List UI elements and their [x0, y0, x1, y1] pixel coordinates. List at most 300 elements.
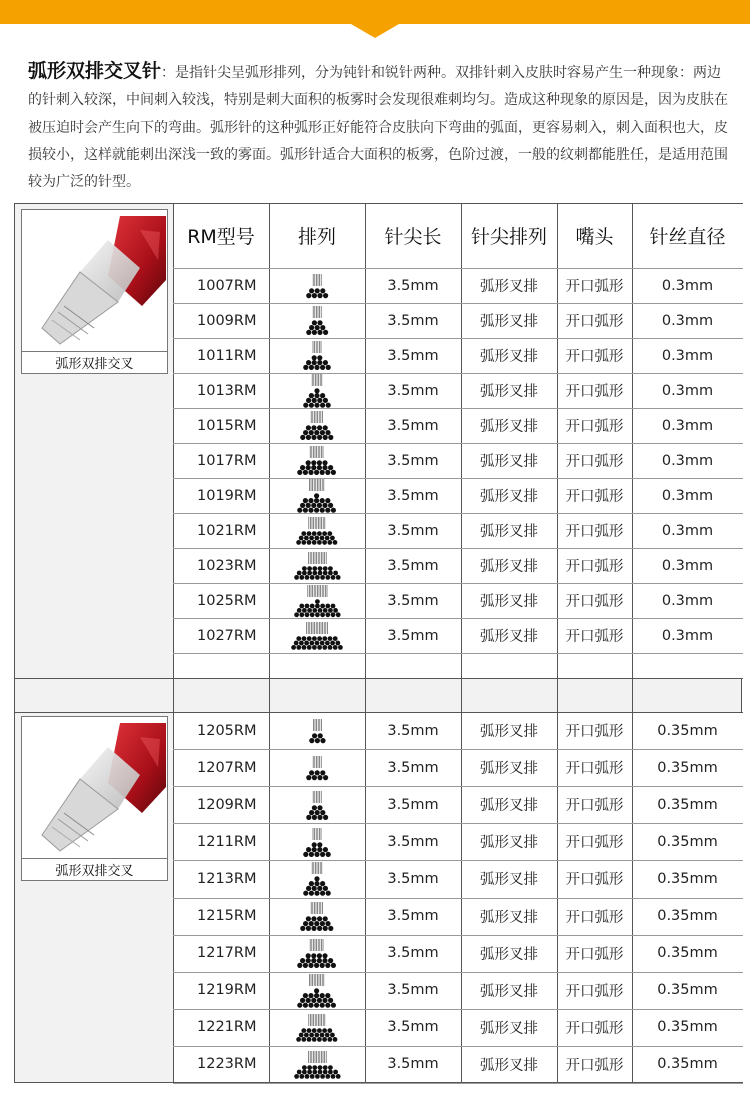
needle-tip-dot	[328, 997, 333, 1002]
needle-tip-dot	[315, 641, 320, 646]
needle-tip-dot	[312, 805, 317, 810]
diameter-cell: 0.3mm	[661, 487, 714, 504]
needle-tip-dot	[306, 460, 311, 465]
needle-arrangement-icon	[295, 972, 338, 1009]
mouth-cell: 开口弧形	[565, 983, 624, 1000]
spec-table	[14, 203, 742, 1083]
tip-length-cell: 3.5mm	[387, 870, 439, 887]
needle-arrangement-icon	[304, 754, 330, 782]
header-tip-arrangement: 针尖排列	[470, 226, 547, 248]
arrangement-cell	[269, 618, 365, 653]
needle-tip-dot	[309, 498, 314, 503]
needle-tip-dot	[302, 608, 307, 613]
needle-tip-dot	[314, 877, 319, 882]
needle-tip-dot	[312, 775, 317, 780]
needle-tip-dot	[322, 645, 327, 650]
needle-tip-dot	[312, 355, 317, 360]
arrangement-cell	[269, 749, 365, 786]
needle-tip-dot	[330, 575, 335, 580]
needle-tip-dot	[330, 612, 335, 617]
needle-tip-dot	[302, 636, 307, 641]
tip-length-cell: 3.5mm	[387, 522, 439, 539]
needle-tip-dot	[320, 612, 325, 617]
diameter-cell: 0.35mm	[657, 1019, 718, 1036]
mouth-cell: 开口弧形	[565, 798, 624, 815]
model-cell: 1219RM	[197, 982, 257, 999]
needle-tip-dot	[320, 810, 325, 815]
needle-arrangement-icon	[289, 620, 345, 651]
model-cell: 1011RM	[197, 347, 257, 364]
tip-length-cell: 3.5mm	[387, 417, 439, 434]
needle-tip-dot	[303, 403, 308, 408]
tip-arrangement-cell: 弧形叉排	[480, 1020, 538, 1037]
needle-tip-dot	[309, 1074, 314, 1079]
needle-tip-dot	[304, 603, 309, 608]
needle-tip-dot	[317, 566, 322, 571]
needle-tip-dot	[294, 575, 299, 580]
needle-tip-dot	[300, 435, 305, 440]
needle-tip-dot	[306, 775, 311, 780]
tip-length-cell: 3.5mm	[387, 1019, 439, 1036]
needle-tip-dot	[322, 566, 327, 571]
needle-tip-dot	[296, 608, 301, 613]
needle-tip-dot	[303, 963, 308, 968]
needle-tip-dot	[333, 1037, 338, 1042]
needle-tip-dot	[300, 997, 305, 1002]
tip-length-cell: 3.5mm	[387, 982, 439, 999]
cartridge-illustration	[22, 210, 167, 350]
needle-tip-dot	[307, 645, 312, 650]
needle-tip-dot	[309, 508, 314, 513]
needle-tip-dot	[326, 508, 331, 513]
needle-tip-dot	[317, 847, 322, 852]
model-cell: 1217RM	[197, 945, 257, 962]
arrangement-cell	[269, 513, 365, 548]
needle-tip-dot	[306, 847, 311, 852]
diameter-cell: 0.3mm	[661, 522, 714, 539]
needle-tip-dot	[312, 886, 317, 891]
needle-tip-dot	[320, 430, 325, 435]
needle-tip-dot	[335, 575, 340, 580]
needle-tip-dot	[328, 540, 333, 545]
needle-tip-dot	[317, 608, 322, 613]
diameter-cell: 0.3mm	[661, 592, 714, 609]
needle-tip-dot	[309, 770, 314, 775]
needle-tip-dot	[320, 1002, 325, 1007]
needle-tip-dot	[325, 575, 330, 580]
diameter-cell: 0.3mm	[661, 347, 714, 364]
needle-tip-dot	[320, 891, 325, 896]
needle-tip-dot	[331, 470, 336, 475]
needle-tip-dot	[326, 403, 331, 408]
needle-tip-dot	[309, 993, 314, 998]
needle-tip-dot	[322, 1028, 327, 1033]
needle-tip-dot	[302, 531, 307, 536]
needle-tip-dot	[328, 503, 333, 508]
needle-tip-dot	[317, 503, 322, 508]
needle-tip-dot	[314, 403, 319, 408]
tip-length-cell: 3.5mm	[387, 277, 439, 294]
tip-length-cell: 3.5mm	[387, 759, 439, 776]
needle-tip-dot	[314, 288, 319, 293]
needle-tip-dot	[315, 1032, 320, 1037]
needle-tip-dot	[309, 365, 314, 370]
needle-tip-dot	[328, 1037, 333, 1042]
tip-length-cell: 3.5mm	[387, 487, 439, 504]
model-cell: 1221RM	[197, 1019, 257, 1036]
needle-tip-dot	[309, 612, 314, 617]
needle-tip-dot	[325, 536, 330, 541]
diameter-cell: 0.35mm	[657, 908, 718, 925]
arrangement-cell	[269, 443, 365, 478]
needle-tip-dot	[320, 403, 325, 408]
needle-tip-dot	[323, 398, 328, 403]
arrangement-cell	[269, 823, 365, 860]
needle-tip-dot	[302, 1028, 307, 1033]
needle-tip-dot	[304, 1032, 309, 1037]
needle-tip-dot	[306, 997, 311, 1002]
needle-tip-dot	[328, 926, 333, 931]
tip-arrangement-cell: 弧形叉排	[480, 1057, 538, 1074]
needle-tip-dot	[312, 953, 317, 958]
needle-tip-dot	[312, 398, 317, 403]
needle-tip-dot	[317, 636, 322, 641]
needle-tip-dot	[314, 430, 319, 435]
needle-tip-dot	[303, 851, 308, 856]
tip-arrangement-cell: 弧形叉排	[480, 489, 538, 505]
needle-tip-dot	[299, 612, 304, 617]
model-cell: 1211RM	[197, 833, 257, 850]
needle-tip-dot	[304, 612, 309, 617]
needle-tip-dot	[314, 498, 319, 503]
arrangement-cell	[269, 408, 365, 443]
needle-tip-dot	[315, 612, 320, 617]
needle-tip-dot	[314, 881, 319, 886]
needle-tip-dot	[323, 847, 328, 852]
tip-length-cell: 3.5mm	[387, 452, 439, 469]
needle-tip-dot	[323, 293, 328, 298]
needle-tip-dot	[314, 921, 319, 926]
model-cell: 1215RM	[197, 908, 257, 925]
diameter-cell: 0.3mm	[661, 312, 714, 329]
needle-tip-dot	[325, 1074, 330, 1079]
needle-tip-dot	[314, 770, 319, 775]
arrangement-cell	[269, 373, 365, 408]
needle-tip-dot	[309, 430, 314, 435]
needle-tip-dot	[325, 603, 330, 608]
needle-tip-dot	[307, 1028, 312, 1033]
header-model: RM型号	[187, 226, 255, 248]
needle-tip-dot	[309, 921, 314, 926]
needle-tip-dot	[309, 851, 314, 856]
needle-tip-dot	[312, 997, 317, 1002]
row-divider	[173, 653, 743, 654]
needle-arrangement-icon	[295, 444, 338, 476]
arrangement-cell	[269, 898, 365, 935]
needle-tip-dot	[306, 814, 311, 819]
needle-tip-dot	[320, 738, 325, 743]
needle-tip-dot	[312, 645, 317, 650]
needle-tip-dot	[312, 503, 317, 508]
product-image-1	[21, 209, 168, 374]
needle-tip-dot	[317, 531, 322, 536]
needle-tip-dot	[333, 636, 338, 641]
mouth-cell: 开口弧形	[565, 835, 624, 852]
product-caption: 弧形双排交叉	[22, 351, 167, 373]
needle-tip-dot	[309, 810, 314, 815]
needle-tip-dot	[330, 603, 335, 608]
needle-tip-dot	[312, 360, 317, 365]
needle-tip-dot	[317, 997, 322, 1002]
needle-tip-dot	[314, 988, 319, 993]
top-banner	[0, 0, 750, 24]
needle-tip-dot	[322, 540, 327, 545]
needle-tip-dot	[296, 645, 301, 650]
needle-tip-dot	[299, 603, 304, 608]
needle-tip-dot	[326, 470, 331, 475]
needle-tip-dot	[303, 993, 308, 998]
needle-tip-dot	[323, 465, 328, 470]
needle-tip-dot	[320, 508, 325, 513]
tip-length-cell: 3.5mm	[387, 722, 439, 739]
arrangement-cell	[269, 583, 365, 618]
mouth-cell: 开口弧形	[565, 909, 624, 926]
needle-tip-dot	[307, 636, 312, 641]
arrangement-cell	[269, 478, 365, 513]
needle-tip-dot	[315, 1074, 320, 1079]
needle-tip-dot	[317, 645, 322, 650]
needle-tip-dot	[307, 1069, 312, 1074]
needle-arrangement-icon	[294, 515, 340, 546]
needle-tip-dot	[312, 1069, 317, 1074]
needle-tip-dot	[314, 851, 319, 856]
arrangement-cell	[269, 303, 365, 338]
model-cell: 1027RM	[197, 627, 257, 644]
needle-tip-dot	[298, 963, 303, 968]
needle-tip-dot	[312, 1037, 317, 1042]
needle-tip-dot	[312, 425, 317, 430]
arrangement-cell	[269, 548, 365, 583]
needle-tip-dot	[320, 288, 325, 293]
diameter-cell: 0.3mm	[661, 557, 714, 574]
needle-arrangement-icon	[292, 1049, 343, 1080]
needle-tip-dot	[299, 575, 304, 580]
needle-tip-dot	[306, 916, 311, 921]
needle-tip-dot	[325, 1032, 330, 1037]
needle-tip-dot	[312, 926, 317, 931]
tip-arrangement-cell: 弧形叉排	[480, 909, 538, 926]
needle-tip-dot	[309, 881, 314, 886]
needle-tip-dot	[306, 926, 311, 931]
diameter-cell: 0.3mm	[661, 382, 714, 399]
needle-tip-dot	[320, 881, 325, 886]
diameter-cell: 0.35mm	[657, 833, 718, 850]
needle-arrangement-icon	[294, 1012, 340, 1043]
needle-tip-dot	[312, 842, 317, 847]
arrangement-cell	[269, 935, 365, 972]
needle-tip-dot	[320, 993, 325, 998]
tip-arrangement-cell: 弧形叉排	[480, 761, 538, 778]
tip-length-cell: 3.5mm	[387, 312, 439, 329]
needle-tip-dot	[303, 1002, 308, 1007]
needle-tip-dot	[322, 636, 327, 641]
needle-arrangement-icon	[298, 900, 336, 932]
needle-tip-dot	[317, 330, 322, 335]
needle-tip-dot	[312, 814, 317, 819]
needle-tip-dot	[320, 536, 325, 541]
needle-tip-dot	[302, 1069, 307, 1074]
needle-tip-dot	[306, 330, 311, 335]
needle-tip-dot	[328, 465, 333, 470]
needle-tip-dot	[312, 540, 317, 545]
needle-tip-dot	[320, 365, 325, 370]
tip-arrangement-cell: 弧形叉排	[480, 419, 538, 435]
needle-tip-dot	[309, 641, 314, 646]
needle-arrangement-icon	[301, 826, 333, 858]
diameter-cell: 0.35mm	[657, 945, 718, 962]
needle-tip-dot	[317, 1037, 322, 1042]
needle-arrangement-icon	[292, 583, 343, 619]
needle-tip-dot	[326, 921, 331, 926]
needle-tip-dot	[312, 320, 317, 325]
needle-tip-dot	[317, 465, 322, 470]
needle-tip-dot	[330, 1032, 335, 1037]
tip-arrangement-cell: 弧形叉排	[480, 835, 538, 852]
needle-tip-dot	[333, 540, 338, 545]
needle-tip-dot	[322, 1069, 327, 1074]
needle-tip-dot	[317, 1069, 322, 1074]
needle-tip-dot	[322, 571, 327, 576]
needle-tip-dot	[326, 891, 331, 896]
mouth-cell: 开口弧形	[565, 872, 624, 889]
needle-tip-dot	[298, 1002, 303, 1007]
needle-tip-dot	[317, 425, 322, 430]
needle-tip-dot	[317, 916, 322, 921]
needle-tip-dot	[312, 330, 317, 335]
needle-tip-dot	[306, 886, 311, 891]
needle-tip-dot	[314, 470, 319, 475]
needle-tip-dot	[309, 738, 314, 743]
needle-tip-dot	[302, 571, 307, 576]
needle-tip-dot	[303, 891, 308, 896]
needle-tip-dot	[296, 540, 301, 545]
needle-tip-dot	[309, 470, 314, 475]
needle-tip-dot	[312, 531, 317, 536]
banner-notch	[351, 24, 399, 38]
needle-tip-dot	[328, 1065, 333, 1070]
row-divider	[173, 1083, 743, 1084]
needle-tip-dot	[317, 842, 322, 847]
row-divider	[15, 678, 743, 679]
arrangement-cell	[269, 1009, 365, 1046]
row-divider	[15, 203, 743, 204]
needle-tip-dot	[326, 963, 331, 968]
needle-tip-dot	[328, 435, 333, 440]
needle-tip-dot	[315, 603, 320, 608]
needle-tip-dot	[325, 612, 330, 617]
needle-tip-dot	[314, 963, 319, 968]
needle-tip-dot	[303, 921, 308, 926]
diameter-cell: 0.35mm	[657, 796, 718, 813]
tip-arrangement-cell: 弧形叉排	[480, 946, 538, 963]
needle-tip-dot	[309, 1002, 314, 1007]
needle-tip-dot	[323, 503, 328, 508]
needle-tip-dot	[320, 575, 325, 580]
row-divider	[15, 1082, 743, 1083]
needle-tip-dot	[317, 775, 322, 780]
tip-length-cell: 3.5mm	[387, 557, 439, 574]
needle-tip-dot	[309, 536, 314, 541]
needle-tip-dot	[317, 355, 322, 360]
needle-arrangement-icon	[304, 304, 330, 336]
model-cell: 1213RM	[197, 870, 257, 887]
needle-tip-dot	[328, 958, 333, 963]
diameter-cell: 0.3mm	[661, 277, 714, 294]
header-diameter: 针丝直径	[649, 226, 726, 248]
needle-tip-dot	[317, 814, 322, 819]
needle-tip-dot	[302, 540, 307, 545]
needle-tip-dot	[291, 645, 296, 650]
needle-tip-dot	[317, 540, 322, 545]
product-image-2	[21, 716, 168, 881]
model-cell: 1017RM	[197, 452, 257, 469]
needle-tip-dot	[338, 645, 343, 650]
needle-tip-dot	[323, 814, 328, 819]
tip-arrangement-cell: 弧形叉排	[480, 279, 538, 295]
needle-tip-dot	[317, 886, 322, 891]
needle-tip-dot	[294, 641, 299, 646]
needle-tip-dot	[302, 566, 307, 571]
cartridge-illustration	[22, 717, 167, 857]
arrangement-cell	[269, 338, 365, 373]
needle-tip-dot	[323, 916, 328, 921]
model-cell: 1209RM	[197, 796, 257, 813]
needle-tip-dot	[304, 536, 309, 541]
needle-tip-dot	[309, 288, 314, 293]
needle-tip-dot	[322, 1037, 327, 1042]
needle-tip-dot	[314, 810, 319, 815]
needle-tip-dot	[312, 958, 317, 963]
needle-tip-dot	[306, 293, 311, 298]
needle-tip-dot	[326, 498, 331, 503]
needle-tip-dot	[306, 435, 311, 440]
needle-tip-dot	[312, 571, 317, 576]
needle-tip-dot	[303, 470, 308, 475]
needle-arrangement-icon	[295, 937, 338, 969]
needle-tip-dot	[325, 641, 330, 646]
tip-arrangement-cell: 弧形叉排	[480, 629, 538, 645]
needle-tip-dot	[331, 1002, 336, 1007]
needle-tip-dot	[312, 435, 317, 440]
needle-tip-dot	[317, 1028, 322, 1033]
needle-tip-dot	[322, 531, 327, 536]
needle-tip-dot	[314, 325, 319, 330]
mouth-cell: 开口弧形	[565, 1057, 624, 1074]
needle-tip-dot	[314, 891, 319, 896]
model-cell: 1021RM	[197, 522, 257, 539]
needle-tip-dot	[302, 1065, 307, 1070]
needle-tip-dot	[312, 1028, 317, 1033]
mouth-cell: 开口弧形	[565, 279, 624, 295]
intro-paragraph	[28, 58, 733, 196]
mouth-cell: 开口弧形	[565, 594, 624, 610]
needle-tip-dot	[299, 1032, 304, 1037]
needle-tip-dot	[303, 498, 308, 503]
product-caption: 弧形双排交叉	[22, 858, 167, 880]
mouth-cell: 开口弧形	[565, 724, 624, 741]
mouth-cell: 开口弧形	[565, 761, 624, 778]
tip-length-cell: 3.5mm	[387, 833, 439, 850]
